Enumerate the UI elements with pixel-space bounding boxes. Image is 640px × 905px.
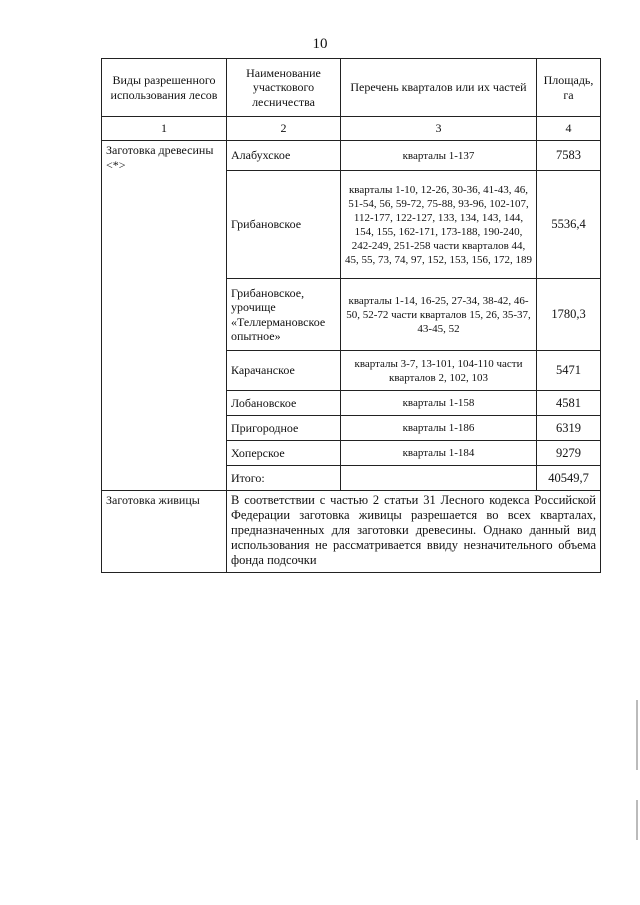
quarters-cell: кварталы 1-10, 12-26, 30-36, 41-43, 46, 51-54, 56, 59-72, 75-88, 93-96, 102-107, 112-177, 122-127, 133, 134, 143, 144, 154, 155, 162-171, 173-188, 190-240, 242-249, 251-258 части кварталов 44, 45, 55, 73, 74, 97, 152, 153, 156, 172, 189	[341, 171, 537, 279]
column-number: 4	[537, 117, 601, 141]
forestry-cell: Алабухское	[227, 141, 341, 171]
area-cell: 5471	[537, 351, 601, 391]
quarters-cell: кварталы 1-158	[341, 391, 537, 416]
area-cell: 4581	[537, 391, 601, 416]
scan-edge-mark	[636, 800, 638, 840]
area-cell: 7583	[537, 141, 601, 171]
resin-row	[102, 491, 601, 573]
quarters-cell: кварталы 1-137	[341, 141, 537, 171]
forestry-cell: Пригородное	[227, 416, 341, 441]
total-label: Итого:	[227, 466, 341, 491]
forestry-cell: Грибановское	[227, 171, 341, 279]
header-quarters: Перечень кварталов или их частей	[341, 59, 537, 117]
forestry-cell: Лобановское	[227, 391, 341, 416]
column-number: 1	[102, 117, 227, 141]
quarters-cell	[341, 466, 537, 491]
header-area: Площадь, га	[537, 59, 601, 117]
resin-description: В соответствии с частью 2 статьи 31 Лесного кодекса Российской Федерации заготовка живицы разрешается во всех кварталах, предназначенных для заготовки древесины. Однако данный вид использования не рассматривается ввиду незначительного объема фонда подсочки	[227, 491, 601, 573]
header-forestry: Наименование участкового лесничества	[227, 59, 341, 117]
column-number: 2	[227, 117, 341, 141]
quarters-cell: кварталы 1-14, 16-25, 27-34, 38-42, 46-50, 52-72 части кварталов 15, 26, 35-37, 43-45, 52	[341, 279, 537, 351]
table-row	[102, 141, 601, 171]
table-header-row	[102, 59, 601, 117]
forestry-cell: Хоперское	[227, 441, 341, 466]
quarters-cell: кварталы 3-7, 13-101, 104-110 части кварталов 2, 102, 103	[341, 351, 537, 391]
use-type-cell: Заготовка живицы	[102, 491, 227, 573]
area-cell: 1780,3	[537, 279, 601, 351]
area-cell: 5536,4	[537, 171, 601, 279]
area-cell: 6319	[537, 416, 601, 441]
total-area: 40549,7	[537, 466, 601, 491]
scan-edge-mark	[636, 700, 638, 770]
column-number: 3	[341, 117, 537, 141]
use-type-cell: Заготовка древесины <*>	[102, 141, 227, 491]
forest-use-table	[101, 58, 601, 573]
column-number-row	[102, 117, 601, 141]
quarters-cell: кварталы 1-184	[341, 441, 537, 466]
page-number: 10	[312, 36, 328, 52]
area-cell: 9279	[537, 441, 601, 466]
forestry-cell: Карачанское	[227, 351, 341, 391]
forestry-cell: Грибановское, урочище «Теллермановское опытное»	[227, 279, 341, 351]
header-use-type: Виды разрешенного использования лесов	[102, 59, 227, 117]
quarters-cell: кварталы 1-186	[341, 416, 537, 441]
